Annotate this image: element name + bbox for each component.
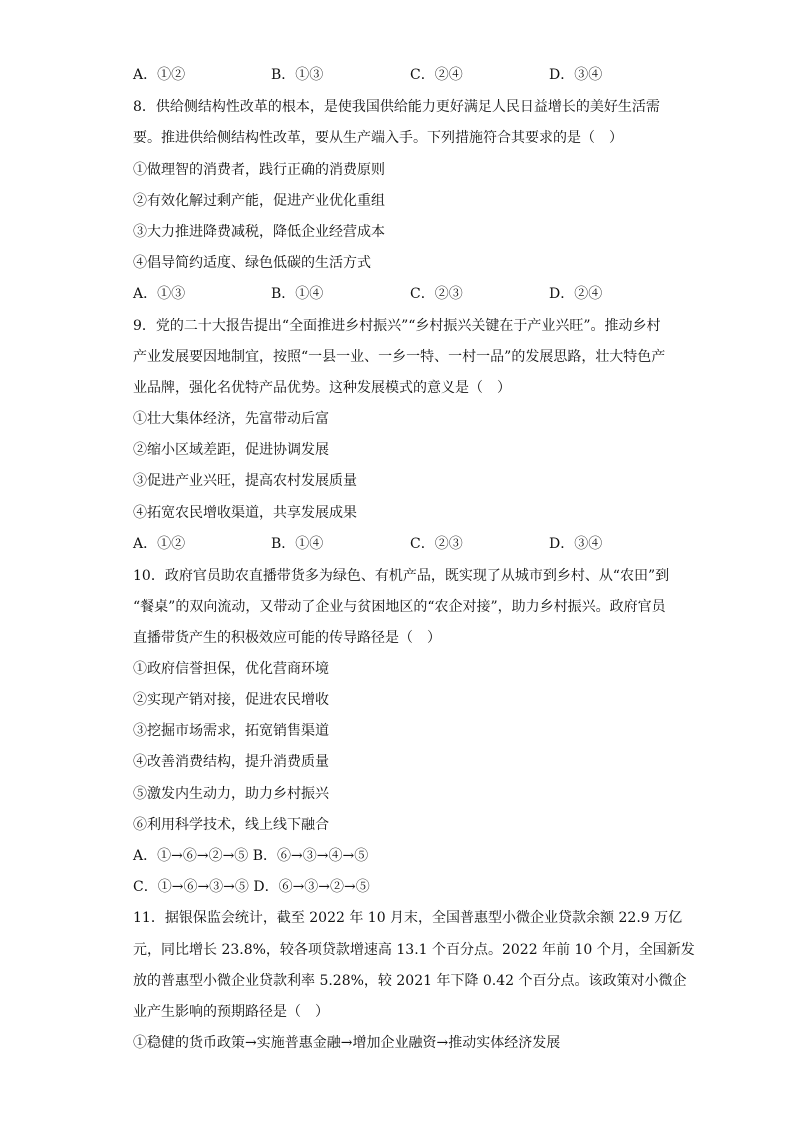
q10-stem-line-2: “餐桌”的双向流动，又带动了企业与贫困地区的“农企对接”，助力乡村振兴。政府官员 — [133, 599, 666, 615]
q8-item-2: ②有效化解过剩产能，促进产业优化重组 — [133, 193, 385, 209]
q8-stem-line-2: 要。推进供给侧结构性改革，要从生产端入手。下列措施符合其要求的是（ ） — [133, 130, 623, 146]
q7-option-c: C．②④ — [410, 67, 463, 83]
q9-item-3: ③促进产业兴旺，提高农村发展质量 — [133, 473, 357, 489]
q10-item-4: ④改善消费结构，提升消费质量 — [133, 754, 329, 770]
q10-item-3: ③挖掘市场需求，拓宽销售渠道 — [133, 723, 329, 739]
q8-option-c: C．②③ — [410, 286, 463, 302]
q10-options-row-2: C．①→⑥→③→⑤ D．⑥→③→②→⑤ — [133, 879, 370, 895]
q11-stem-line-3: 放的普惠型小微企业贷款利率 5.28%，较 2021 年下降 0.42 个百分点。该政策对小微企 — [133, 973, 687, 989]
q10-item-6: ⑥利用科学技术，线上线下融合 — [133, 817, 329, 833]
q9-option-a: A．①② — [133, 536, 186, 552]
q10-stem-line-3: 直播带货产生的积极效应可能的传导路径是（ ） — [133, 630, 441, 646]
q9-item-4: ④拓宽农民增收渠道，共享发展成果 — [133, 505, 357, 521]
q8-option-b: B．①④ — [271, 286, 324, 302]
q9-stem-line-2: 产业发展要因地制宜，按照“一县一业、一乡一特、一村一品”的发展思路，壮大特色产 — [133, 349, 666, 365]
q9-stem-line-3: 业品牌，强化名优特产品优势。这种发展模式的意义是（ ） — [133, 380, 511, 396]
q8-item-4: ④倡导简约适度、绿色低碳的生活方式 — [133, 255, 371, 271]
q8-option-a: A．①③ — [133, 286, 186, 302]
q9-option-b: B．①④ — [271, 536, 324, 552]
q8-item-3: ③大力推进降费减税，降低企业经营成本 — [133, 224, 385, 240]
q8-stem-line-1: 8．供给侧结构性改革的根本，是使我国供给能力更好满足人民日益增长的美好生活需 — [133, 99, 660, 115]
q10-item-5: ⑤激发内生动力，助力乡村振兴 — [133, 786, 329, 802]
q9-option-d: D．③④ — [549, 536, 603, 552]
q9-stem-line-1: 9．党的二十大报告提出“全面推进乡村振兴”“乡村振兴关键在于产业兴旺”。推动乡村 — [133, 318, 661, 334]
q9-item-2: ②缩小区域差距，促进协调发展 — [133, 442, 329, 458]
q7-option-a: A．①② — [133, 67, 186, 83]
q10-item-2: ②实现产销对接，促进农民增收 — [133, 692, 329, 708]
q11-stem-line-1: 11．据银保监会统计，截至 2022 年 10 月末，全国普惠型小微企业贷款余额 22.9 万亿 — [133, 910, 683, 926]
q8-item-1: ①做理智的消费者，践行正确的消费原则 — [133, 162, 385, 178]
q9-item-1: ①壮大集体经济，先富带动后富 — [133, 411, 329, 427]
q7-option-d: D．③④ — [549, 67, 603, 83]
q11-stem-line-2: 元，同比增长 23.8%，较各项贷款增速高 13.1 个百分点。2022 年前 10 个月，全国新发 — [133, 942, 695, 958]
q11-stem-line-4: 业产生影响的预期路径是（ ） — [133, 1004, 329, 1020]
q10-item-1: ①政府信誉担保，优化营商环境 — [133, 661, 329, 677]
q8-option-d: D．②④ — [549, 286, 603, 302]
q7-option-b: B．①③ — [271, 67, 324, 83]
q11-item-1: ①稳健的货币政策→实施普惠金融→增加企业融资→推动实体经济发展 — [133, 1035, 561, 1051]
q9-option-c: C．②③ — [410, 536, 463, 552]
q10-options-row-1: A．①→⑥→②→⑤ B．⑥→③→④→⑤ — [133, 848, 369, 864]
q10-stem-line-1: 10．政府官员助农直播带货多为绿色、有机产品，既实现了从城市到乡村、从“农田”到 — [133, 568, 670, 584]
